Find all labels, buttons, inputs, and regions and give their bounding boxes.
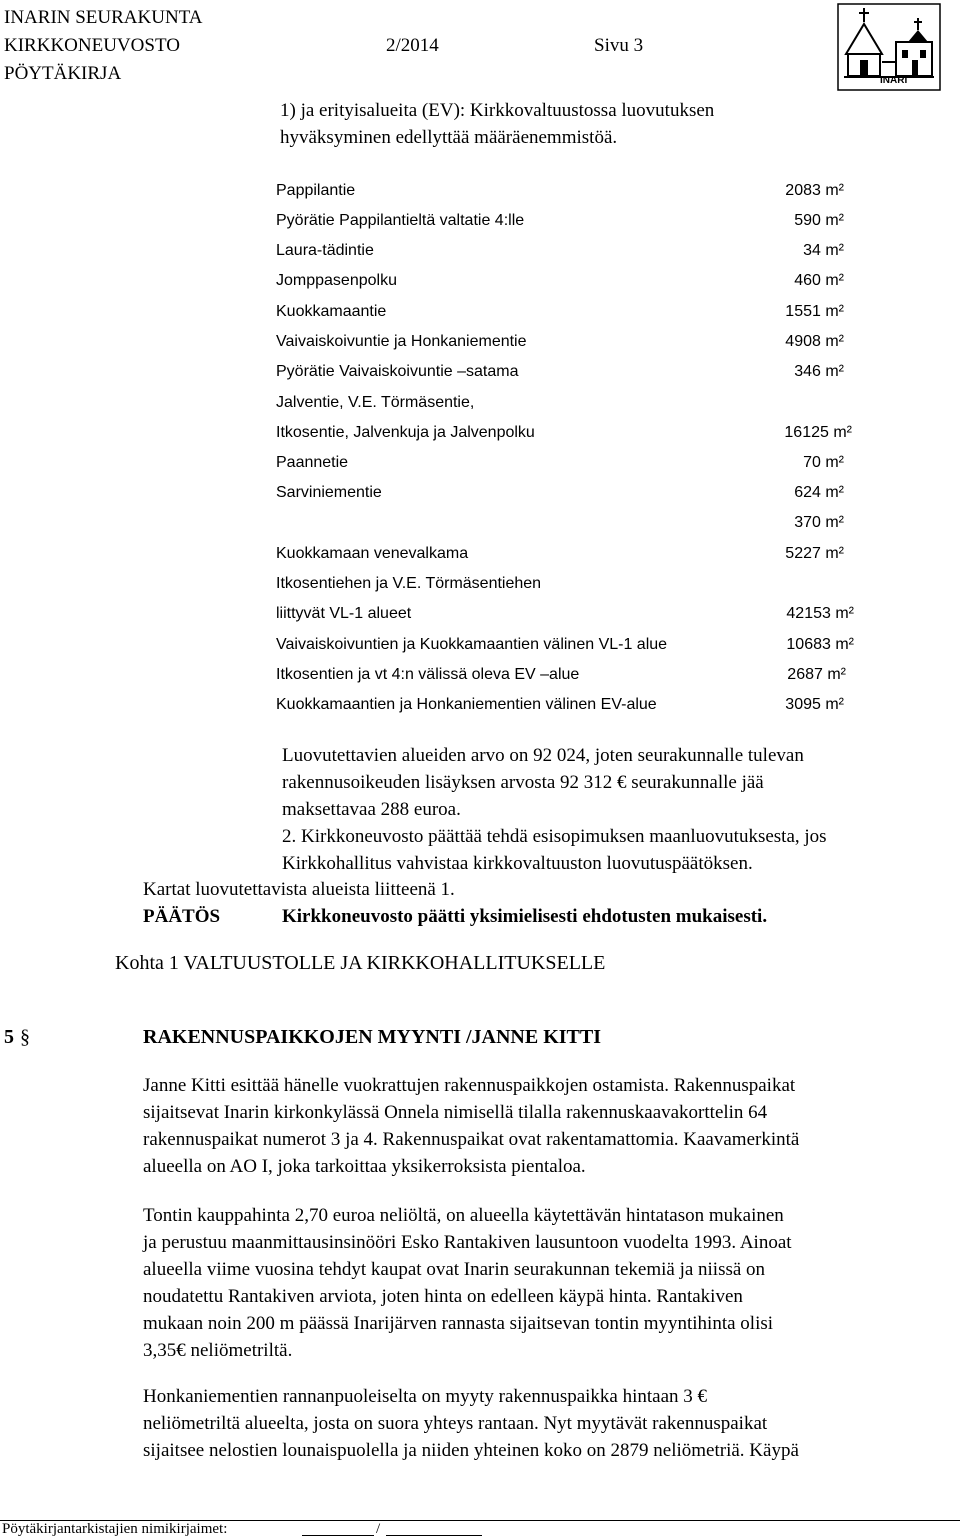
footer-initials-field-1[interactable] <box>302 1535 374 1536</box>
p1-line: sijaitsevat Inarin kirkonkylässä Onnela nimisellä tilalla rakennuskaavakorttelin 64 <box>143 1102 768 1123</box>
area-name: Vaivaiskoivuntie ja Honkaniementie <box>276 333 527 350</box>
area-row <box>276 388 876 418</box>
p1-line: Janne Kitti esittää hänelle vuokrattujen rakennuspaikkojen ostamista. Rakennuspaikat <box>143 1075 796 1096</box>
maps-note: Kartat luovutettavista alueista liitteenä 1. <box>143 879 455 900</box>
p2-line: Tontin kauppahinta 2,70 euroa neliöltä, on alueella käytettävän hintatason mukainen <box>143 1205 784 1226</box>
p3-line: neliömetriltä alueelta, josta on suora yhteys rantaan. Nyt myytävät rakennuspaikat <box>143 1413 768 1434</box>
church-logo <box>836 2 942 92</box>
p1-line: rakennuspaikat numerot 3 ja 4. Rakennuspaikat ovat rakentamattomia. Kaavamerkintä <box>143 1129 800 1150</box>
area-value: 5227 m² <box>785 545 844 562</box>
value-para-line: rakennusoikeuden lisäyksen arvosta 92 312 € seurakunnalle jää <box>282 772 764 793</box>
area-value: 624 m² <box>794 484 844 501</box>
logo-label: INARI <box>880 75 908 86</box>
area-row <box>276 569 876 599</box>
area-value: 42153 m² <box>786 605 854 622</box>
footer-label: Pöytäkirjantarkistajien nimikirjaimet: <box>2 1521 228 1537</box>
area-name: Jalventie, V.E. Törmäsentie, <box>276 394 475 411</box>
area-name: Paannetie <box>276 454 349 471</box>
section-title: RAKENNUSPAIKKOJEN MYYNTI /JANNE KITTI <box>143 1026 602 1048</box>
area-row <box>276 236 876 266</box>
area-row <box>276 176 876 206</box>
header-body-name: KIRKKONEUVOSTO <box>4 35 180 56</box>
area-value: 346 m² <box>794 363 844 380</box>
area-row <box>276 630 876 660</box>
area-value: 2083 m² <box>785 182 844 199</box>
area-name: Laura-tädintie <box>276 242 374 259</box>
area-name: Itkosentien ja vt 4:n välissä oleva EV –alue <box>276 666 580 683</box>
area-row <box>276 266 876 296</box>
area-row <box>276 297 876 327</box>
area-row <box>276 508 876 538</box>
p1-line: alueella on AO I, joka tarkoittaa yksikerroksista pientaloa. <box>143 1156 586 1177</box>
area-name: Pyörätie Pappilantieltä valtatie 4:lle <box>276 212 525 229</box>
footer-separator: / <box>376 1521 381 1537</box>
kohta-line: Kohta 1 VALTUUSTOLLE JA KIRKKOHALLITUKSELLE <box>115 952 606 974</box>
area-row <box>276 418 876 448</box>
area-name: Sarviniementie <box>276 484 382 501</box>
p2-line: 3,35€ neliömetriltä. <box>143 1340 293 1361</box>
area-name: Vaivaiskoivuntien ja Kuokkamaantien välinen VL-1 alue <box>276 636 668 653</box>
header-doc-type: PÖYTÄKIRJA <box>4 63 122 84</box>
area-value: 3095 m² <box>785 696 844 713</box>
p3-line: sijaitsee nelostien lounaispuolella ja niiden yhteinen koko on 2879 neliömetriä. Käypä <box>143 1440 799 1461</box>
area-row <box>276 599 876 629</box>
area-value: 16125 m² <box>784 424 852 441</box>
area-value: 460 m² <box>794 272 844 289</box>
footer-initials-field-2[interactable] <box>386 1535 482 1536</box>
header-page: Sivu 3 <box>594 35 644 56</box>
area-name: Itkosentiehen ja V.E. Törmäsentiehen <box>276 575 542 592</box>
p2-line: mukaan noin 200 m päässä Inarijärven rannasta sijaitsevan tontin myyntihinta olisi <box>143 1313 774 1334</box>
area-value: 70 m² <box>803 454 844 471</box>
value-para-line: maksettavaa 288 euroa. <box>282 799 461 820</box>
decision-text: Kirkkoneuvosto päätti yksimielisesti ehdotusten mukaisesti. <box>282 906 768 927</box>
area-value: 370 m² <box>794 514 844 531</box>
p2-line: ja perustuu maanmittausinsinööri Esko Rantakiven lausuntoon vuodelta 1993. Ainoat <box>143 1232 792 1253</box>
area-row <box>276 448 876 478</box>
area-name: Pyörätie Vaivaiskoivuntie –satama <box>276 363 519 380</box>
value-para-line: Kirkkohallitus vahvistaa kirkkovaltuuston luovutuspäätöksen. <box>282 853 753 874</box>
area-row <box>276 478 876 508</box>
area-row <box>276 539 876 569</box>
area-value: 2687 m² <box>787 666 846 683</box>
area-value: 4908 m² <box>785 333 844 350</box>
area-name: liittyvät VL-1 alueet <box>276 605 412 622</box>
header-org: INARIN SEURAKUNTA <box>4 7 203 28</box>
area-row <box>276 357 876 387</box>
area-name: Pappilantie <box>276 182 356 199</box>
section-number: 5 <box>4 1026 14 1048</box>
area-name: Kuokkamaantie <box>276 303 387 320</box>
area-row <box>276 690 876 720</box>
value-para-line: Luovutettavien alueiden arvo on 92 024, joten seurakunnalle tulevan <box>282 745 804 766</box>
value-para-line: 2. Kirkkoneuvosto päättää tehdä esisopimuksen maanluovutuksesta, jos <box>282 826 827 847</box>
area-name: Jomppasenpolku <box>276 272 397 289</box>
area-row <box>276 327 876 357</box>
area-value: 10683 m² <box>786 636 854 653</box>
p3-line: Honkaniementien rannanpuoleiselta on myyty rakennuspaikka hintaan 3 € <box>143 1386 708 1407</box>
area-name: Kuokkamaan venevalkama <box>276 545 469 562</box>
area-row <box>276 206 876 236</box>
area-value: 1551 m² <box>785 303 844 320</box>
intro-line-2: hyväksyminen edellyttää määräenemmistöä. <box>280 127 618 148</box>
intro-line-1: 1) ja erityisalueita (EV): Kirkkovaltuustossa luovutuksen <box>280 100 715 121</box>
area-value: 34 m² <box>803 242 844 259</box>
section-symbol: § <box>20 1026 30 1048</box>
area-name: Itkosentie, Jalvenkuja ja Jalvenpolku <box>276 424 535 441</box>
area-row <box>276 660 876 690</box>
p2-line: noudatettu Rantakiven arviota, joten hinta on edelleen käypä hinta. Rantakiven <box>143 1286 743 1307</box>
p2-line: alueella viime vuosina tehdyt kaupat ovat Inarin seurakunnan tekemiä ja niissä on <box>143 1259 766 1280</box>
area-value: 590 m² <box>794 212 844 229</box>
decision-label: PÄÄTÖS <box>143 906 221 927</box>
header-doc-no: 2/2014 <box>386 35 439 56</box>
area-name: Kuokkamaantien ja Honkaniementien välinen EV-alue <box>276 696 657 713</box>
